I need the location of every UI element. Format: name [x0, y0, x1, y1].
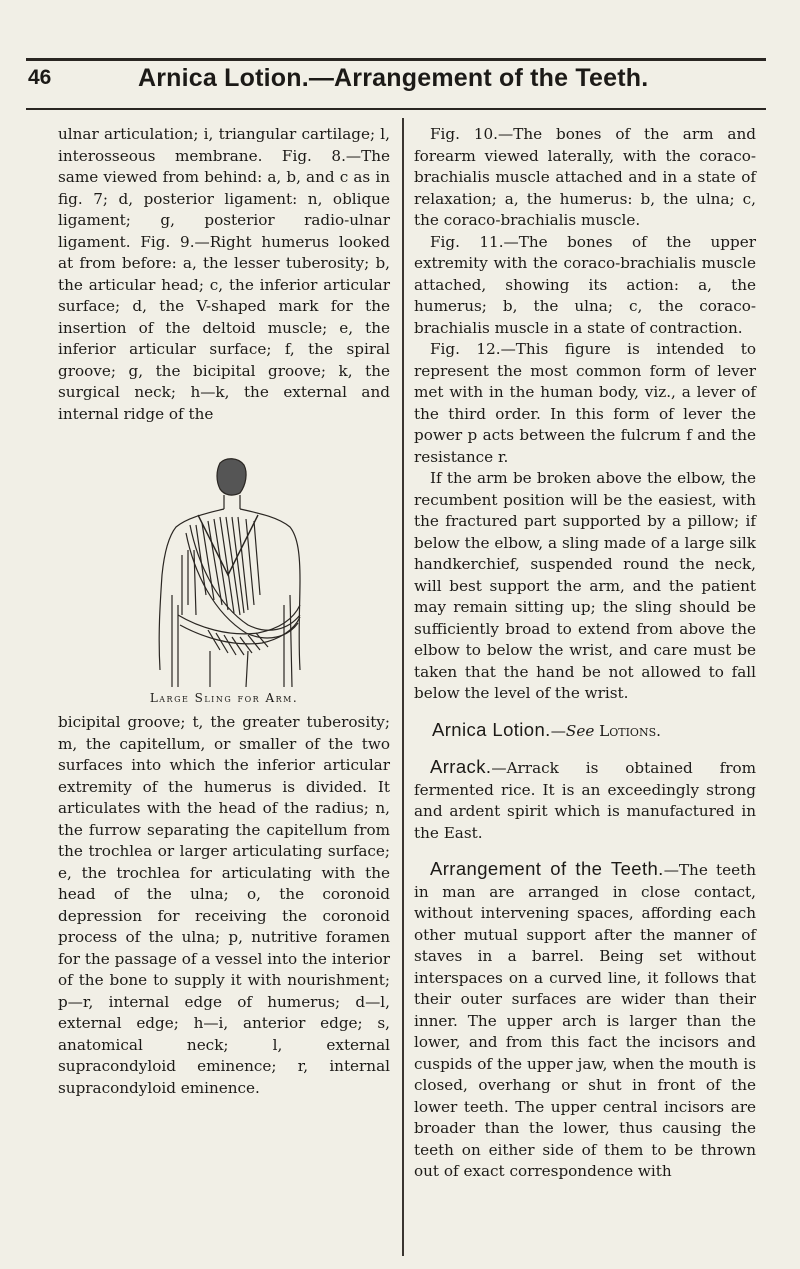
figure-caption: Large Sling for Arm. [149, 691, 299, 705]
arrack-heading: Arrack. [430, 756, 492, 777]
left-column-bottom [58, 712, 390, 1099]
arnica-dash: — [550, 721, 566, 740]
teeth-entry [414, 858, 756, 1183]
header-top-rule [26, 58, 766, 61]
column-divider [402, 118, 404, 1256]
teeth-heading: Arrangement of the Teeth. [430, 858, 664, 879]
fig10-paragraph: Fig. 10.—The bones of the arm and forearm viewed laterally, with the coraco-brachialis muscle attached and in a state of relaxation; a, the humerus: b, the ulna; c, the coraco-brachialis muscle. [414, 125, 756, 229]
arm-sling-figure-icon [128, 455, 328, 691]
left-paragraph-1: ulnar articulation; i, triangular cartilage; l, interosseous membrane. Fig. 8.—The same viewed from behind: a, b, and c as in fig. 7; d, posterior ligament: n, oblique ligament; g, posterior radio-ulnar ligament. Fig. 9.—Right humerus looked at from before: a, the lesser tuberosity; b, the articular head; c, the inferior articular surface; d, the V-shaped mark for the insertion of the deltoid muscle; e, the inferior articular surface; f, the spiral groove; g, the bicipital groove; k, the surgical neck; h—k, the external and internal ridge of the [58, 125, 390, 423]
fig12-paragraph: Fig. 12.—This figure is intended to represent the most common form of lever met with in the human body, viz., a lever of the third order. In this form of lever the power p acts between the fulcrum f and the resistance r. [414, 340, 756, 466]
fig11-paragraph: Fig. 11.—The bones of the upper extremity with the coraco-brachialis muscle attached, showing its action: a, the humerus; b, the ulna; c, the coraco-brachialis muscle in a state of contraction. [414, 232, 756, 337]
arnica-heading: Arnica Lotion. [432, 718, 551, 740]
fracture-paragraph: If the arm be broken above the elbow, the recumbent position will be the easiest, with the fractured part supported by a pillow; if below the elbow, a sling made of a large silk handkerchief, suspended round the neck, will best support the arm, and the patient may remain sitting up; the sling should be sufficiently broad to extend from above the elbow to below the wrist, and care must be taken that the hand be not allowed to fall below the level of the wrist. [414, 469, 756, 702]
arnica-reference: Lotions. [599, 721, 661, 740]
running-header [28, 64, 768, 106]
left-column-top [58, 124, 390, 425]
arnica-see: See [565, 721, 595, 740]
teeth-text: —The teeth in man are arranged in close contact, without intervening spaces, affording each other mutual support after the manner of staves in a barrel. Being set without interspaces on a curved line, it follows that their outer surfaces are wider than their inner. The upper arch is larger than the lower, and from this fact the incisors and cuspids of the upper jaw, when the mouth is closed, overhang or shut in front of the lower teeth. The upper central incisors are broader than the lower, thus causing the teeth on either side of them to be thrown out of exact correspondence with [414, 861, 756, 1180]
arrack-entry [414, 756, 756, 844]
page-title: Arnica Lotion.—Arrangement of the Teeth. [138, 64, 649, 92]
right-column [414, 124, 756, 1183]
arrack-text: —Arrack is obtained from fermented rice. It is an exceedingly strong and ardent spirit which is manufactured in the East. [414, 759, 756, 842]
sling-illustration [128, 455, 328, 691]
arnica-entry [414, 719, 756, 743]
header-bottom-rule [26, 108, 766, 110]
page-number: 46 [28, 66, 52, 89]
left-paragraph-2: bicipital groove; t, the greater tuberosity; m, the capitellum, or smaller of the two surfaces into which the inferior articular extremity of the humerus is divided. It articulates with the head of the radius; n, the furrow separating the capitellum from the trochlea or larger articulating surface; e, the trochlea for articulating with the head of the ulna; o, the coronoid depression for receiving the coronoid process of the ulna; p, nutritive foramen for the passage of a vessel into the interior of the bone to supply it with nourishment; p—r, internal edge of humerus; d—l, external edge; h—i, anterior edge; s, anatomical neck; l, external supracondyloid eminence; r, internal supracondyloid eminence. [58, 713, 390, 1097]
